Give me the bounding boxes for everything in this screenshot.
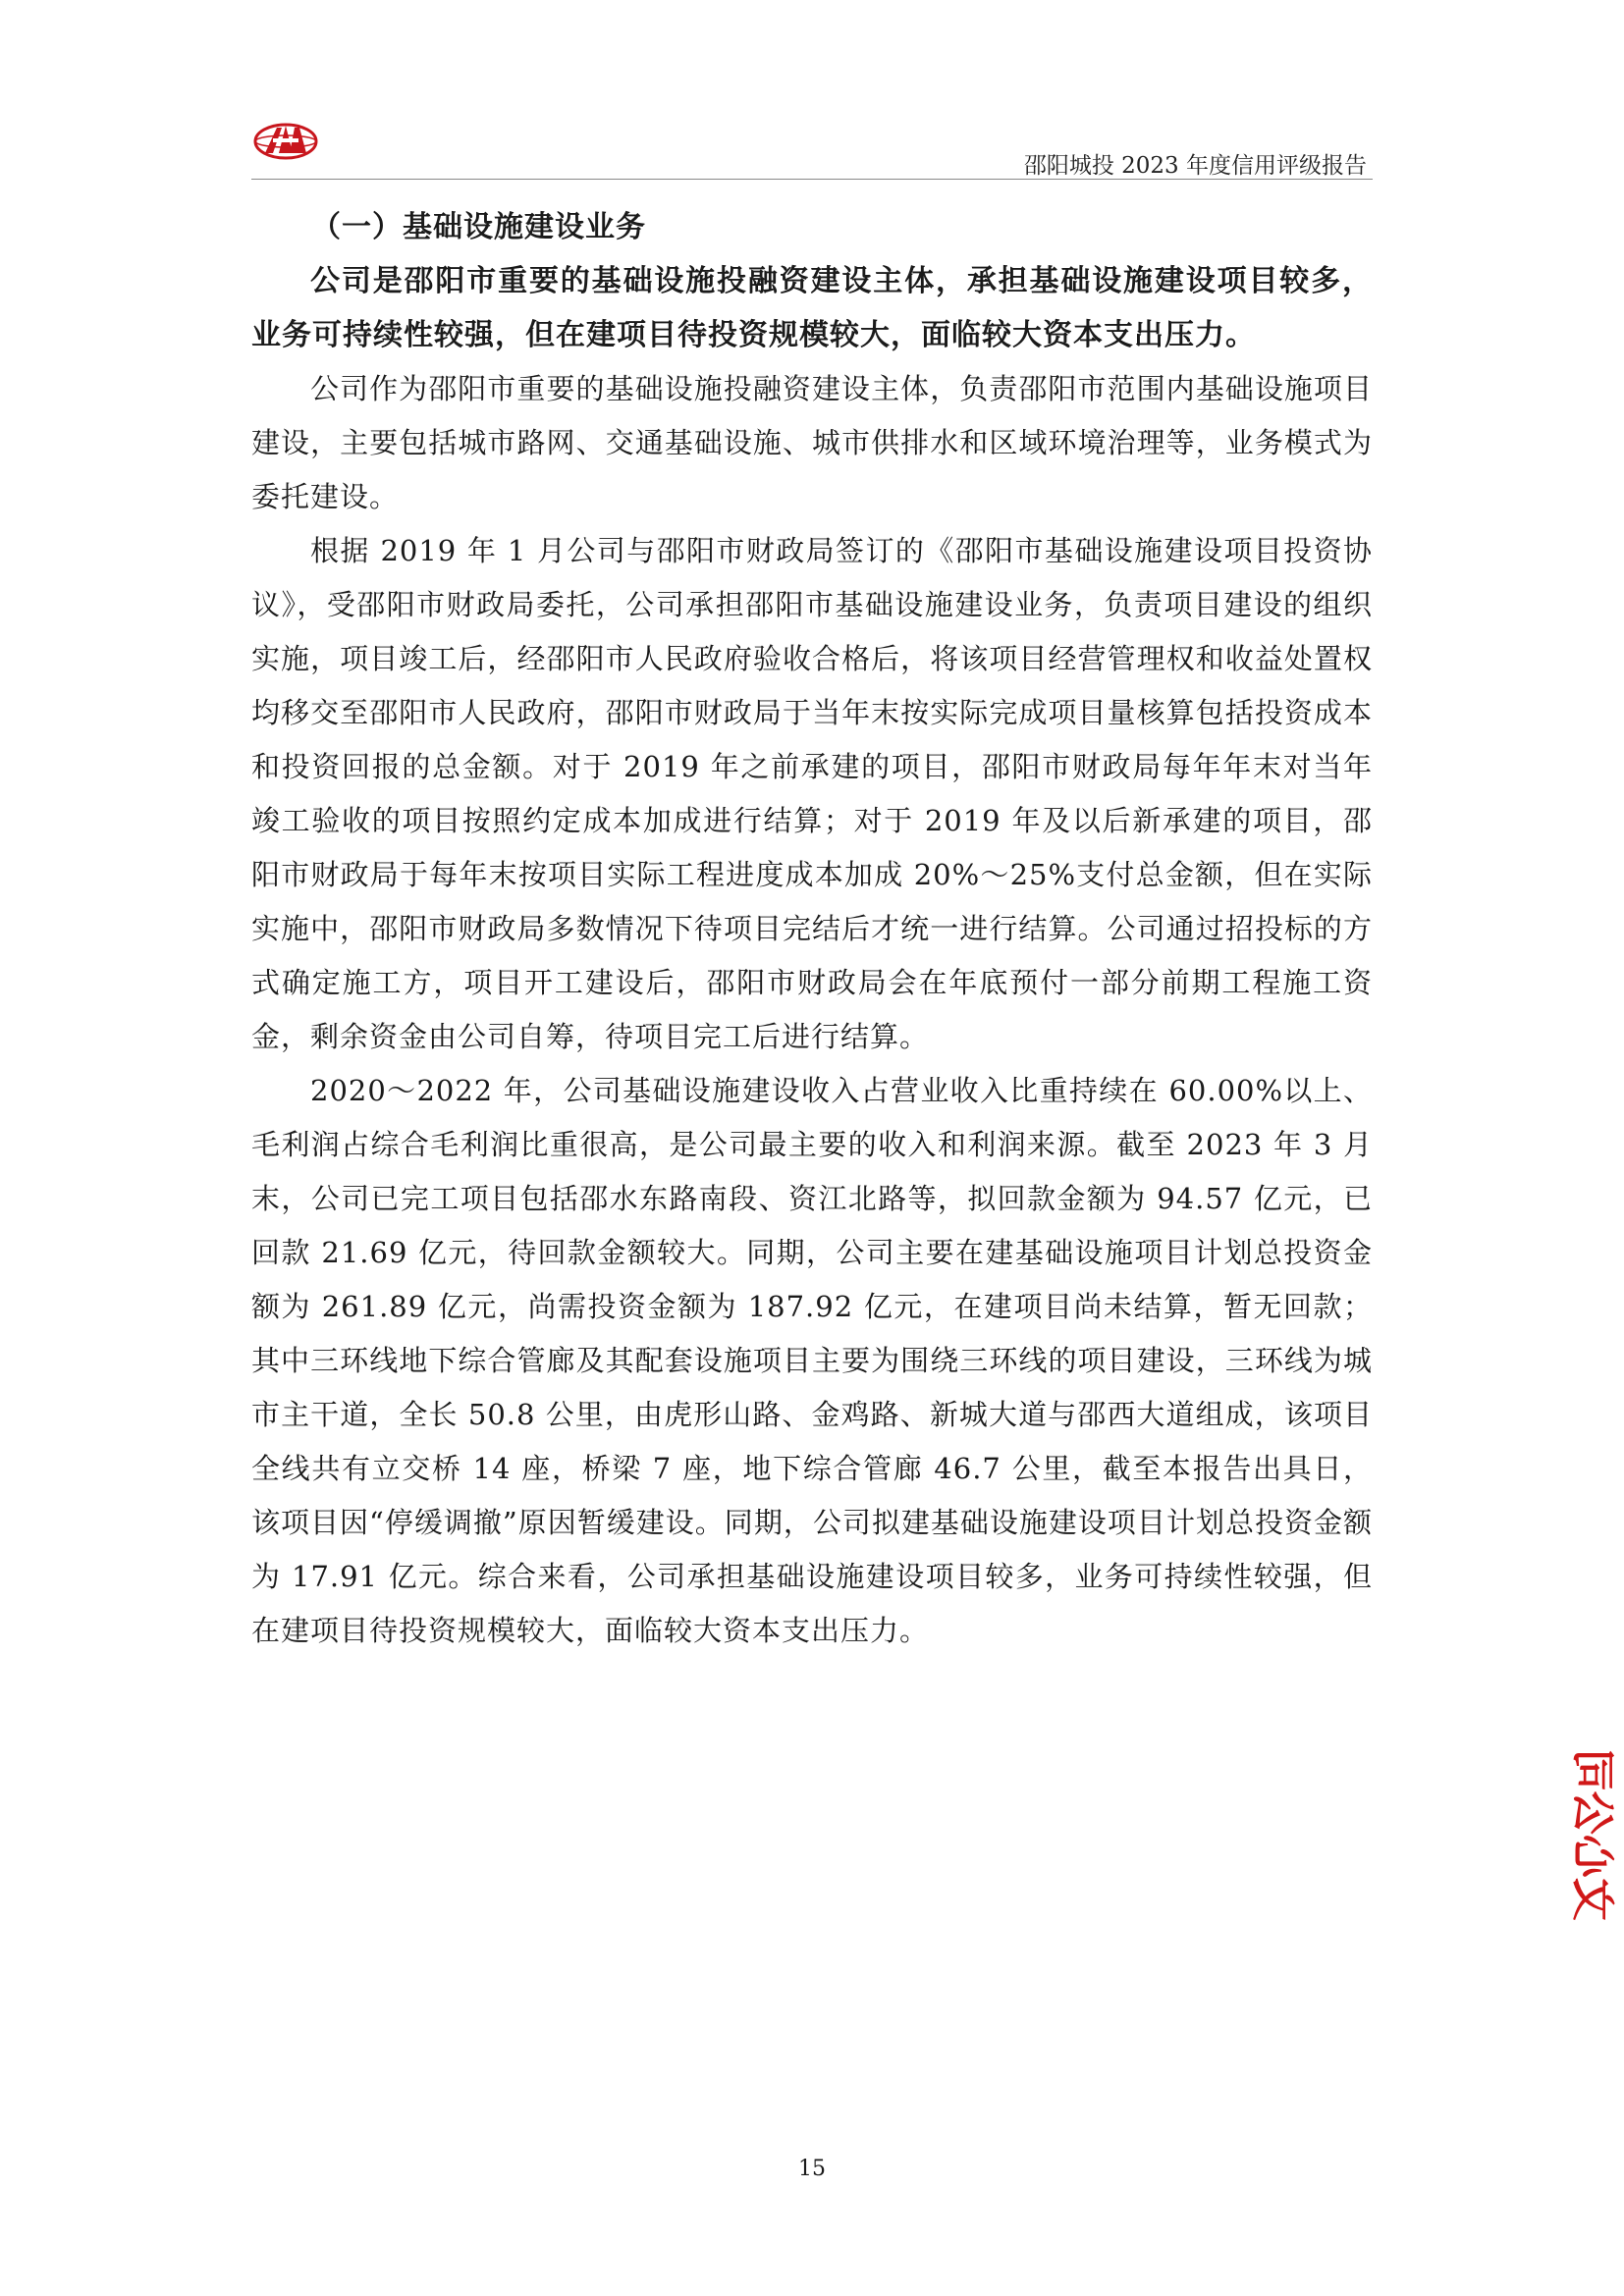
paragraph-1: 公司作为邵阳市重要的基础设施投融资建设主体，负责邵阳市范围内基础设施项目建设，主要包括城市路网、交通基础设施、城市供排水和区域环境治理等，业务模式为委托建设。 bbox=[251, 372, 1373, 513]
page-number: 15 bbox=[798, 2157, 826, 2181]
header-divider bbox=[251, 179, 1373, 180]
paragraph-2: 根据 2019 年 1 月公司与邵阳市财政局签订的《邵阳市基础设施建设项目投资协议》，受邵阳市财政局委托，公司承担邵阳市基础设施建设业务，负责项目建设的组织实施，项目竣工后，经邵阳市人民政府验收合格后，将该项目经营管理权和收益处置权均移交至邵阳市人民政府，邵阳市财政局于当年末按实际完成项目量核算包括投资成本和投资回报的总金额。对于 2019 年之前承建的项目，邵阳市财政局每年年末对当年竣工验收的项目按照约定成本加成进行结算；对于 2019 年及以后新承建的项目，邵阳市财政局于每年末按项目实际工程进度成本加成 20%～25%支付总金额，但在实际实施中，邵阳市财政局多数情况下待项目完结后才统一进行结算。公司通过招投标的方式确定施工方，项目开工建设后，邵阳市财政局会在年底预付一部分前期工程施工资金，剩余资金由公司自筹，待项目完工后进行结算。 bbox=[251, 534, 1373, 1053]
section-summary: 公司是邵阳市重要的基础设施投融资建设主体，承担基础设施建设项目较多，业务可持续性较强，但在建项目待投资规模较大，面临较大资本支出压力。 bbox=[251, 264, 1373, 352]
report-header-title: 邵阳城投 2023 年度信用评级报告 bbox=[1023, 153, 1367, 179]
company-logo-icon bbox=[253, 122, 318, 161]
paragraph-3: 2020～2022 年，公司基础设施建设收入占营业收入比重持续在 60.00%以上、毛利润占综合毛利润比重很高，是公司最主要的收入和利润来源。截至 2023 年 3 月末，公司已完工项目包括邵水东路南段、资江北路等，拟回款金额为 94.57 亿元，已回款 21.69 亿元，待回款金额较大。同期，公司主要在建基础设施项目计划总投资金额为 261.89 亿元，尚需投资金额为 187.92 亿元，在建项目尚未结算，暂无回款；其中三环线地下综合管廊及其配套设施项目主要为围绕三环线的项目建设，三环线为城市主干道，全长 50.8 公里，由虎形山路、金鸡路、新城大道与邵西大道组成，该项目全线共有立交桥 14 座，桥梁 7 座，地下综合管廊 46.7 公里，截至本报告出具日，该项目因“停缓调撤”原因暂缓建设。同期，公司拟建基础设施建设项目计划总投资金额为 17.91 亿元。综合来看，公司承担基础设施建设项目较多，业务可持续性较强，但在建项目待投资规模较大，面临较大资本支出压力。 bbox=[251, 1074, 1373, 1647]
edge-seal-stamp bbox=[1567, 1748, 1624, 2130]
section-heading: （一）基础设施建设业务 bbox=[311, 210, 646, 244]
main-content bbox=[251, 201, 1373, 1658]
edge-seal-text: 文心公司 bbox=[1567, 1748, 1617, 1921]
